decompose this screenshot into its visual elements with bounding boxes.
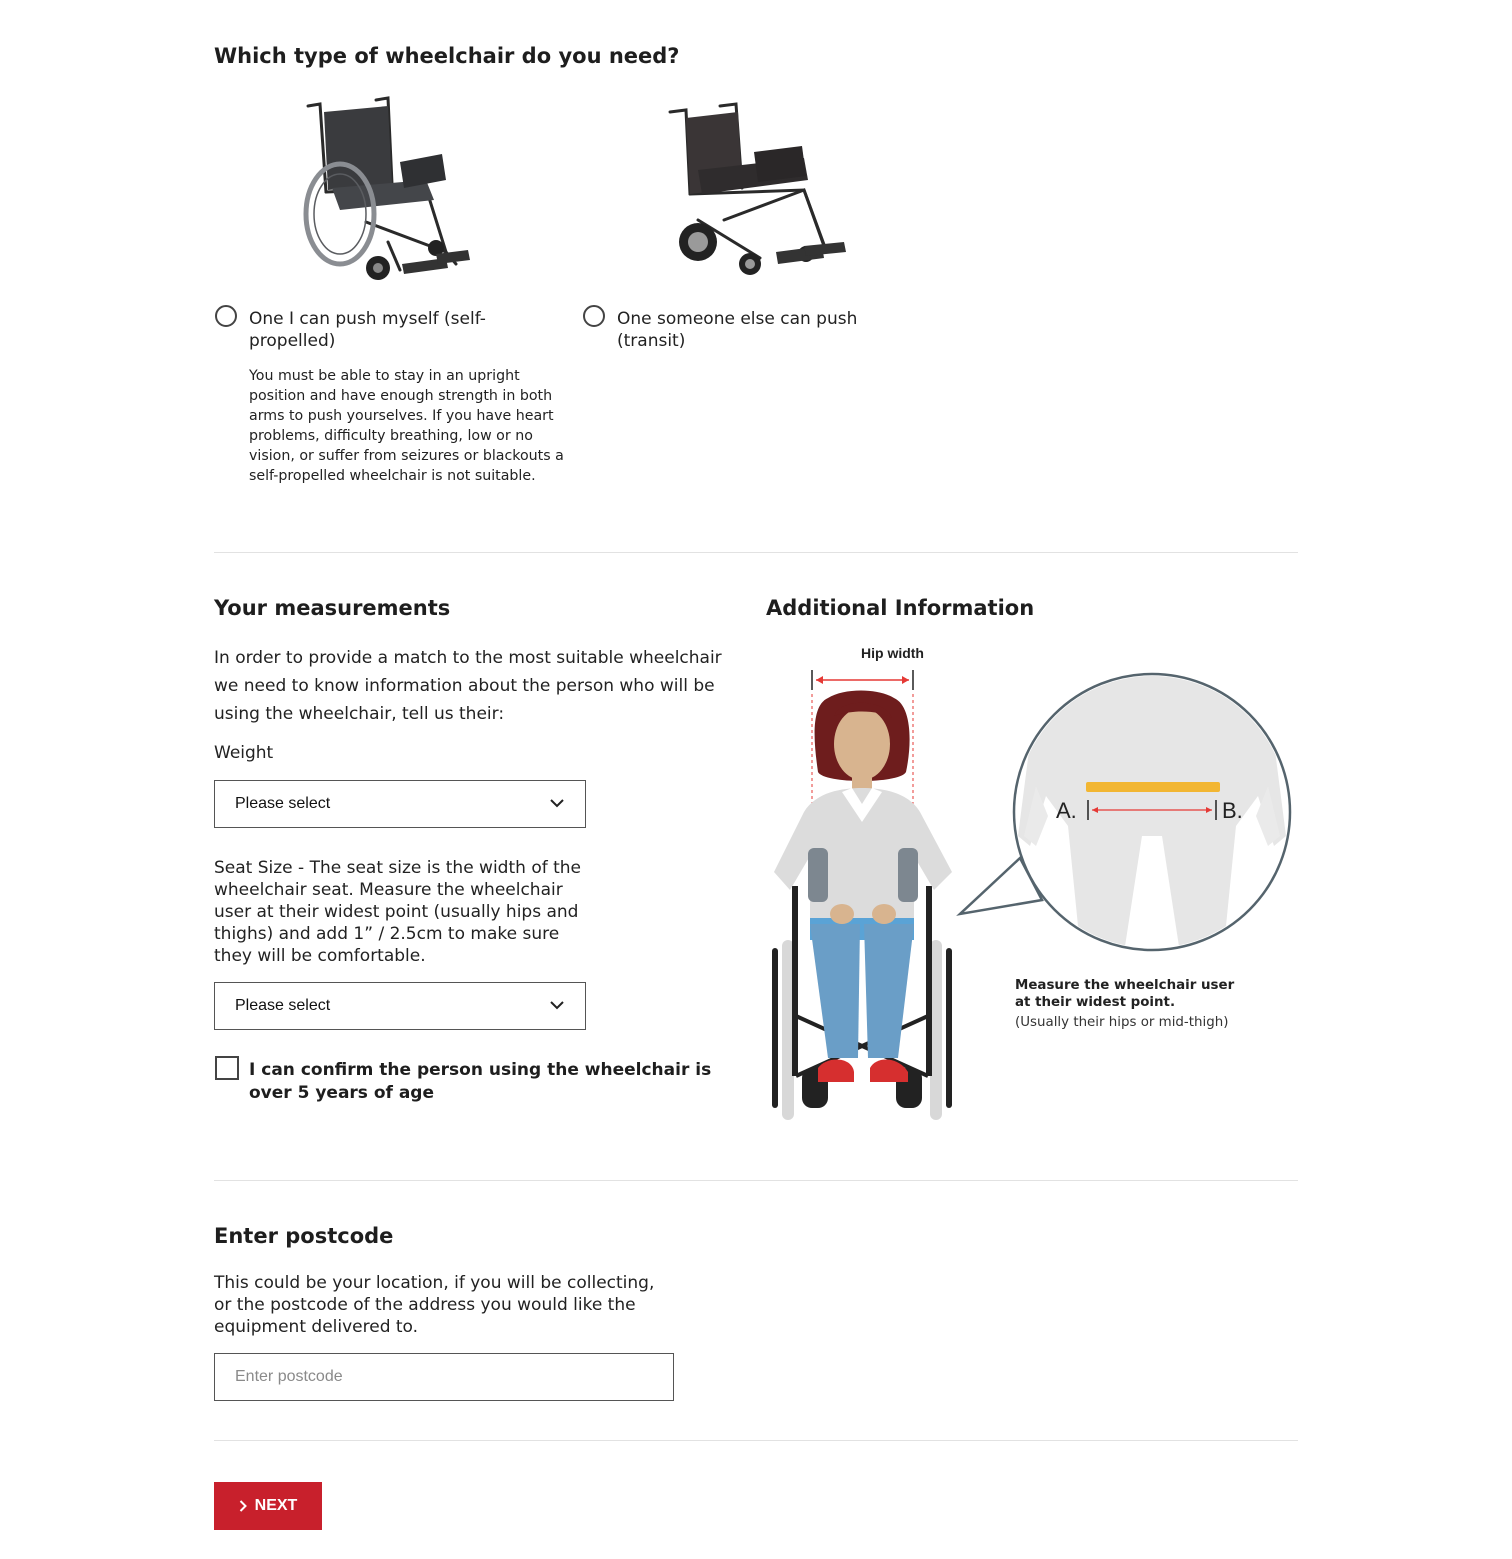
hip-width-illustration bbox=[766, 636, 1296, 1126]
measure-caption-note: (Usually their hips or mid-thigh) bbox=[1015, 1015, 1229, 1030]
measurements-heading: Your measurements bbox=[214, 596, 451, 620]
transit-radio[interactable] bbox=[583, 305, 605, 327]
measure-caption: Measure the wheelchair user at their widest point. bbox=[1015, 978, 1235, 1010]
point-b-label: B. bbox=[1222, 798, 1243, 823]
transit-wheelchair-image bbox=[664, 100, 848, 282]
transit-label[interactable]: One someone else can push (transit) bbox=[617, 309, 858, 351]
section-divider bbox=[214, 552, 1298, 553]
postcode-text: This could be your location, if you will be collecting, or the postcode of the address you would like the equipment delivered to. bbox=[214, 1273, 655, 1337]
postcode-heading: Enter postcode bbox=[214, 1224, 394, 1248]
age-confirm-label[interactable]: I can confirm the person using the wheelchair is over 5 years of age bbox=[249, 1060, 712, 1103]
weight-label: Weight bbox=[214, 743, 274, 763]
seat-size-select-value: Please select bbox=[235, 997, 331, 1014]
next-button[interactable] bbox=[214, 1482, 322, 1530]
self-propelled-note: You must be able to stay in an upright position and have enough strength in both arms to push yourselves. If you have heart problems, difficulty breathing, low or no vision, or suffer from seizures or blackouts a self-propelled wheelchair is not suitable. bbox=[249, 368, 564, 484]
measurements-intro: In order to provide a match to the most suitable wheelchair we need to know information about the person who will be using the wheelchair, tell us their: bbox=[214, 648, 722, 724]
chevron-down-icon bbox=[549, 795, 565, 811]
weight-select-value: Please select bbox=[235, 795, 331, 812]
self-propelled-radio[interactable] bbox=[215, 305, 237, 327]
postcode-input[interactable] bbox=[214, 1353, 674, 1401]
seat-size-select[interactable] bbox=[214, 982, 586, 1030]
section-divider bbox=[214, 1180, 1298, 1181]
age-confirm-checkbox[interactable] bbox=[215, 1056, 239, 1080]
point-a-label: A. bbox=[1056, 798, 1077, 823]
section-divider bbox=[214, 1440, 1298, 1441]
hip-width-text: Hip width bbox=[861, 645, 924, 661]
self-propelled-label[interactable]: One I can push myself (self-propelled) bbox=[249, 309, 486, 351]
self-propelled-wheelchair-image bbox=[296, 92, 480, 288]
chevron-down-icon bbox=[549, 997, 565, 1013]
weight-select[interactable] bbox=[214, 780, 586, 828]
chevron-right-icon bbox=[239, 1500, 247, 1512]
seat-size-label: Seat Size - The seat size is the width of the wheelchair seat. Measure the wheelchair user at their widest point (usually hips and thighs) and add 1” / 2.5cm to make sure they will be comfortable. bbox=[214, 858, 582, 966]
wheelchair-type-heading: Which type of wheelchair do you need? bbox=[214, 44, 680, 68]
additional-info-heading: Additional Information bbox=[766, 596, 1035, 620]
next-button-label: NEXT bbox=[254, 1497, 298, 1514]
